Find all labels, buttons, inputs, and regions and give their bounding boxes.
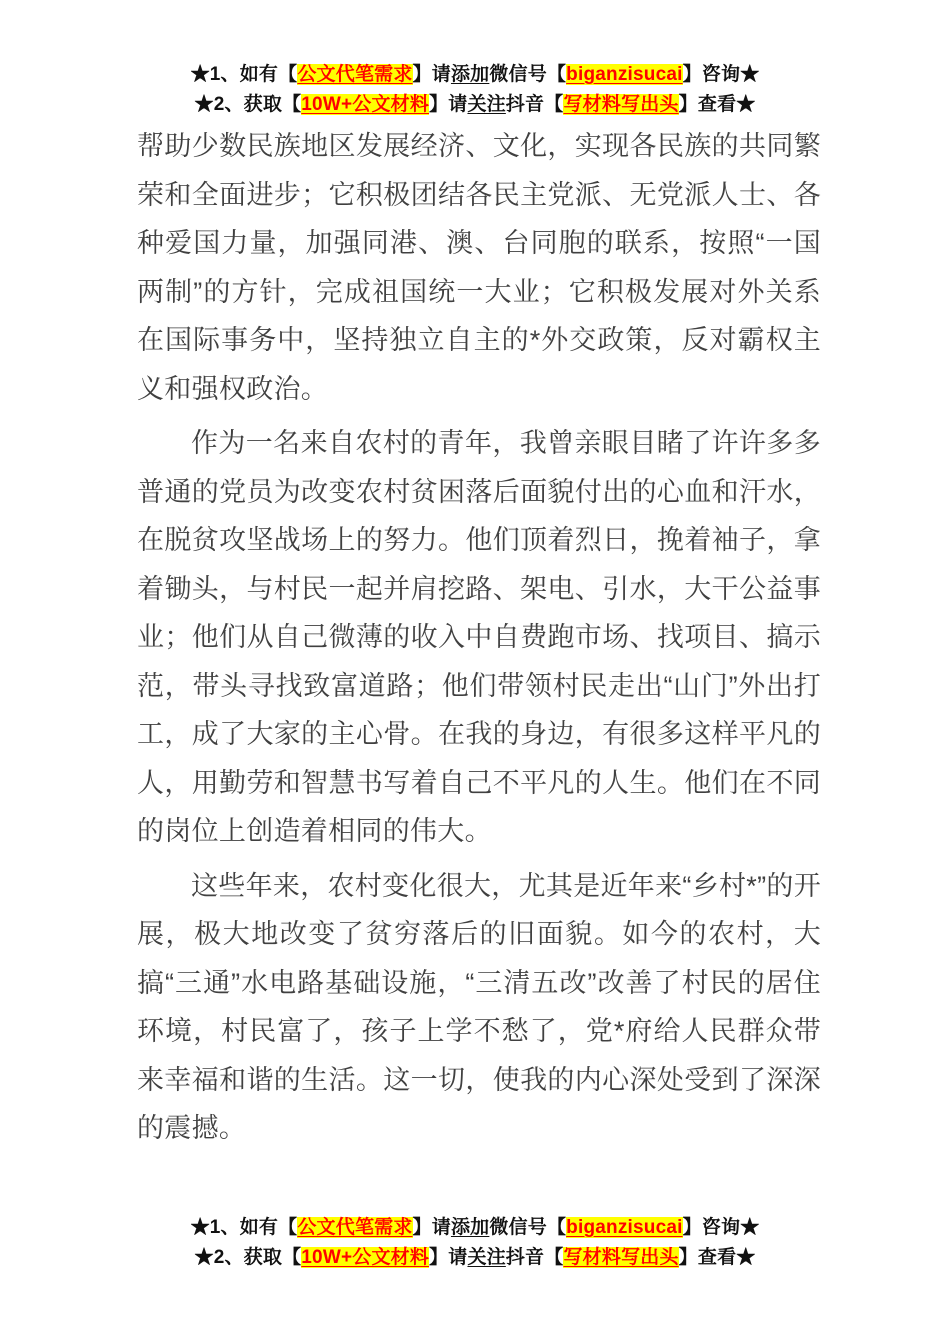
promo-header xyxy=(0,60,950,120)
promo-line xyxy=(0,1243,950,1273)
promo-highlight-text: 10W+公文材料 xyxy=(301,1247,430,1268)
promo-underline-text: 添加 xyxy=(450,1217,490,1238)
promo-text: 抖音【 xyxy=(505,1247,564,1268)
promo-text: 】咨询★ xyxy=(682,1217,760,1238)
promo-text: 抖音【 xyxy=(505,94,564,115)
promo-text: 】请 xyxy=(429,94,468,115)
promo-underline-text: 关注 xyxy=(467,1247,506,1268)
promo-text: 微信号【 xyxy=(489,1217,567,1238)
promo-line xyxy=(0,1213,950,1243)
promo-underline-text: 关注 xyxy=(467,94,506,115)
promo-highlight-text: biganzisucai xyxy=(566,1217,683,1238)
paragraph: 帮助少数民族地区发展经济、文化，实现各民族的共同繁荣和全面进步；它积极团结各民主党派、无党派人士、各种爱国力量，加强同港、澳、台同胞的联系，按照“一国两制”的方针，完成祖国统一大业；它积极发展对外关系在国际事务中，坚持独立自主的*外交政策，反对霸权主义和强权政治。 xyxy=(137,131,821,404)
promo-text: ★1、如有【 xyxy=(190,1217,298,1238)
promo-text: 】请 xyxy=(412,1217,451,1238)
promo-text: ★1、如有【 xyxy=(190,64,298,85)
paragraph: 这些年来，农村变化很大，尤其是近年来“乡村*”的开展，极大地改变了贫穷落后的旧面貌。如今的农村，大搞“三通”水电路基础设施，“三清五改”改善了村民的居住环境，村民富了，孩子上学不愁了，党*府给人民群众带来幸福和谐的生活。这一切，使我的内心深处受到了深深的震撼。 xyxy=(137,870,821,1143)
promo-highlight-text: 写材料写出头 xyxy=(563,94,679,115)
promo-highlight-text: 写材料写出头 xyxy=(563,1247,679,1268)
promo-text: 微信号【 xyxy=(489,64,567,85)
promo-text: 】查看★ xyxy=(678,1247,756,1268)
promo-highlight-text: 10W+公文材料 xyxy=(301,94,430,115)
promo-line xyxy=(0,90,950,120)
paragraph: 作为一名来自农村的青年，我曾亲眼目睹了许许多多普通的党员为改变农村贫困落后面貌付出的心血和汗水，在脱贫攻坚战场上的努力。他们顶着烈日，挽着袖子，拿着锄头，与村民一起并肩挖路、架电、引水，大干公益事业；他们从自己微薄的收入中自费跑市场、找项目、搞示范，带头寻找致富道路；他们带领村民走出“山门”外出打工，成了大家的主心骨。在我的身边，有很多这样平凡的人，用勤劳和智慧书写着自己不平凡的人生。他们在不同的岗位上创造着相同的伟大。 xyxy=(137,428,821,846)
document-body xyxy=(137,122,821,1159)
promo-highlight-text: biganzisucai xyxy=(566,64,683,85)
promo-footer xyxy=(0,1213,950,1273)
promo-text: ★2、获取【 xyxy=(194,1247,302,1268)
promo-underline-text: 添加 xyxy=(450,64,490,85)
promo-text: ★2、获取【 xyxy=(194,94,302,115)
promo-text: 】咨询★ xyxy=(682,64,760,85)
promo-text: 】请 xyxy=(429,1247,468,1268)
promo-highlight-text: 公文代笔需求 xyxy=(297,64,413,85)
promo-text: 】请 xyxy=(412,64,451,85)
promo-line xyxy=(0,60,950,90)
promo-highlight-text: 公文代笔需求 xyxy=(297,1217,413,1238)
promo-text: 】查看★ xyxy=(678,94,756,115)
